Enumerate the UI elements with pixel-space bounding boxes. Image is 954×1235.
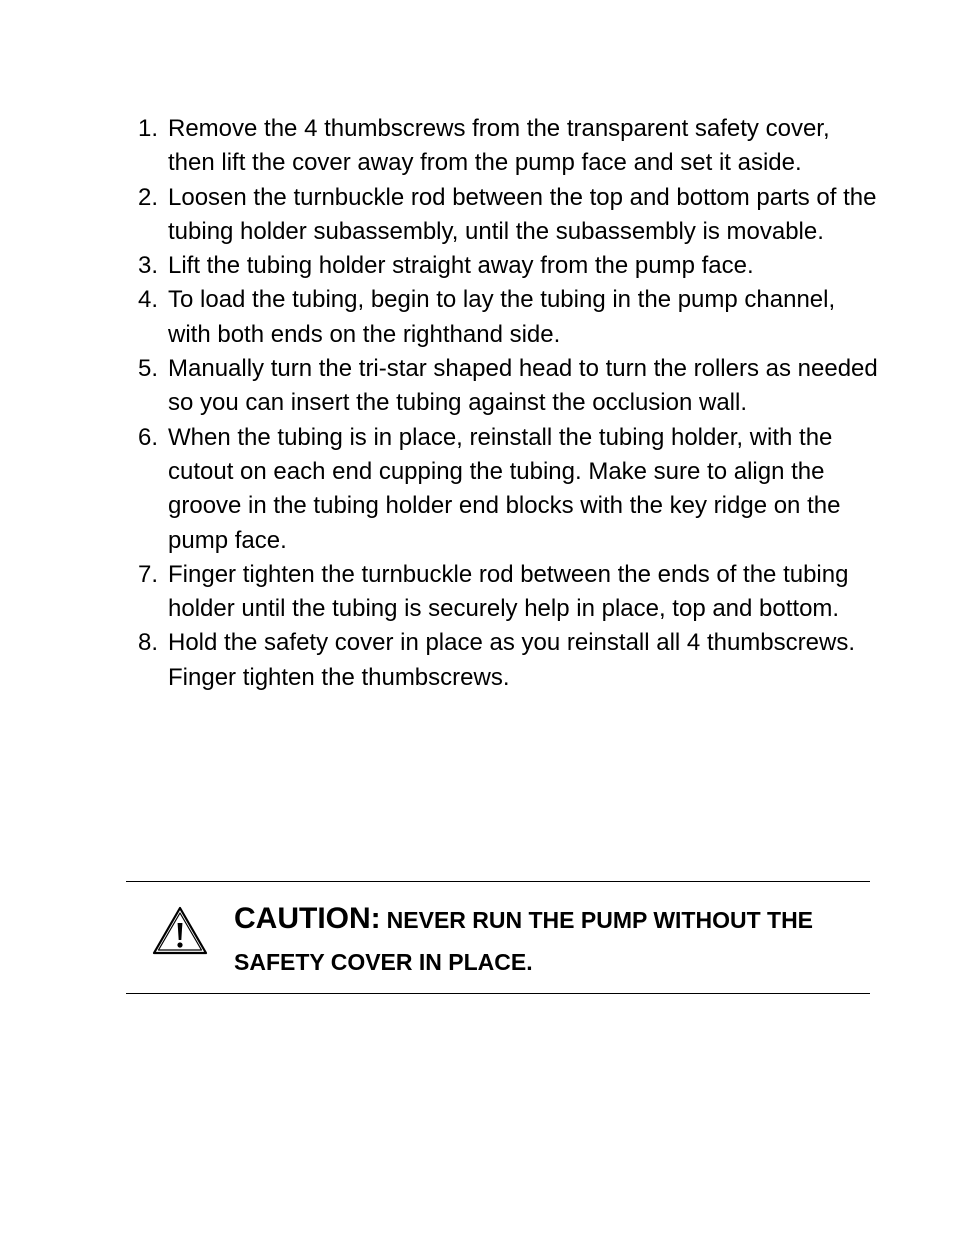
step-text: Loosen the turnbuckle rod between the top and bottom parts of the tubing holder subassembly, until the subassembly is movable. — [168, 183, 877, 245]
instruction-steps-list — [138, 112, 878, 695]
step-item — [138, 558, 878, 627]
step-number: 2. — [138, 183, 159, 211]
step-item — [138, 112, 878, 181]
step-number: 1. — [138, 115, 159, 142]
step-number: 7. — [138, 560, 159, 588]
step-number: 6. — [138, 423, 159, 451]
caution-message: NEVER RUN THE PUMP WITHOUT THE SAFETY COVER IN PLACE. — [234, 907, 814, 975]
step-number: 3. — [138, 252, 159, 280]
step-text: Remove the 4 thumbscrews from the transparent safety cover, then lift the cover away from the pump face and set it aside. — [168, 115, 830, 177]
caution-top-divider — [126, 881, 870, 882]
step-item — [138, 283, 878, 352]
step-text: Manually turn the tri-star shaped head to turn the rollers as needed so you can insert the tubing against the occlusion wall. — [168, 355, 878, 417]
step-number: 8. — [138, 629, 159, 657]
caution-box — [152, 900, 870, 980]
step-text: When the tubing is in place, reinstall the tubing holder, with the cutout on each end cupping the tubing. Make sure to align the groove in the tubing holder end blocks with the key ridge on the pump face. — [168, 423, 841, 554]
caution-text — [234, 900, 870, 985]
step-number: 4. — [138, 286, 159, 314]
step-item — [138, 421, 878, 558]
step-item — [138, 181, 878, 250]
step-text: Hold the safety cover in place as you reinstall all 4 thumbscrews. Finger tighten the thumbscrews. — [168, 629, 855, 691]
step-text: Finger tighten the turnbuckle rod between the ends of the tubing holder until the tubing is securely help in place, top and bottom. — [168, 560, 849, 623]
step-item — [138, 249, 878, 283]
caution-bottom-divider — [126, 993, 870, 994]
warning-triangle-icon — [152, 906, 208, 956]
step-number: 5. — [138, 355, 159, 383]
step-text: Lift the tubing holder straight away from the pump face. — [168, 252, 754, 280]
step-text: To load the tubing, begin to lay the tubing in the pump channel, with both ends on the righthand side. — [168, 286, 836, 348]
step-item — [138, 352, 878, 421]
step-item — [138, 626, 878, 695]
caution-label: CAUTION: — [234, 902, 381, 935]
